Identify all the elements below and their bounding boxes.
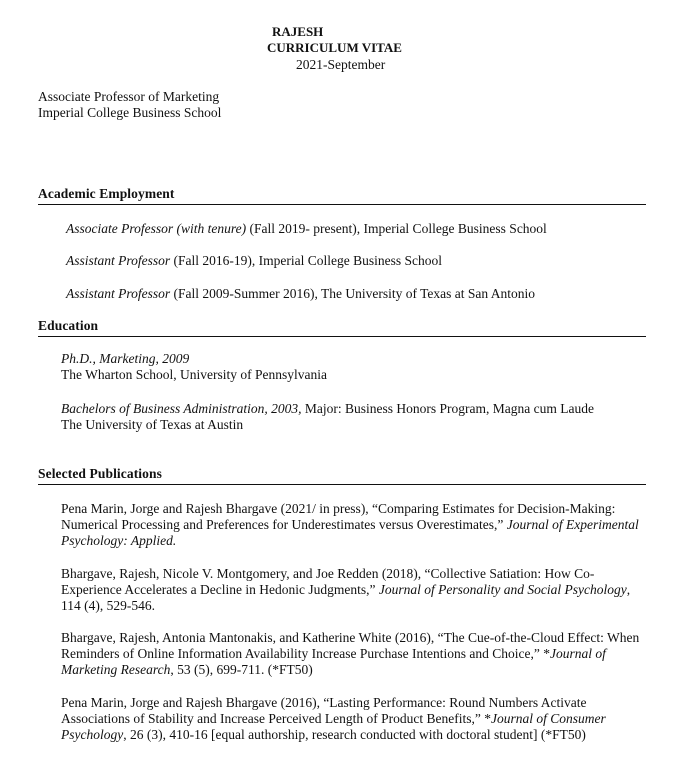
publication-entry <box>61 630 649 678</box>
degree-school: The University of Texas at Austin <box>61 417 244 432</box>
publication-entry <box>61 566 649 614</box>
publication-entry <box>61 695 649 743</box>
employment-detail: (Fall 2009-Summer 2016), The University of Texas at San Antonio <box>170 286 536 301</box>
section-heading-education: Education <box>38 318 646 337</box>
journal-name: Journal of Consumer Psychology <box>61 711 606 742</box>
publication-details: , 26 (3), 410-16 [equal authorship, research conducted with doctoral student] (*FT50) <box>123 727 586 742</box>
degree-extra: Major: Business Honors Program, Magna cum Laude <box>301 401 594 416</box>
education-entry <box>61 401 594 433</box>
publication-citation: Pena Marin, Jorge and Rajesh Bhargave (2016), “Lasting Performance: Round Numbers Activate Associations of Stability and Increase Perceived Length of Product Benefits,” * <box>61 695 587 726</box>
education-entry <box>61 351 327 383</box>
document-title: CURRICULUM VITAE <box>267 40 402 55</box>
employment-title: Assistant Professor <box>66 286 171 301</box>
section-heading-employment: Academic Employment <box>38 186 646 205</box>
journal-name: Journal of Marketing Research <box>61 646 606 677</box>
degree-school: The Wharton School, University of Pennsylvania <box>61 367 327 382</box>
employment-title: Assistant Professor <box>66 253 171 268</box>
publication-citation: Bhargave, Rajesh, Antonia Mantonakis, and Katherine White (2016), “The Cue-of-the-Cloud Effect: When Reminders of Online Information Availability Increase Purchase Intentions and Choice,” * <box>61 630 640 661</box>
publication-entry <box>61 501 649 549</box>
school-name: Imperial College Business School <box>38 105 222 120</box>
degree-title: Bachelors of Business Administration, 2003, <box>61 401 302 416</box>
author-name: RAJESH <box>272 24 324 39</box>
position-title: Associate Professor of Marketing <box>38 89 220 104</box>
employment-entry <box>66 221 547 237</box>
employment-detail: (Fall 2019- present), Imperial College Business School <box>246 221 547 236</box>
section-heading-publications: Selected Publications <box>38 466 646 485</box>
employment-entry <box>66 253 442 269</box>
publication-details: , 53 (5), 699-711. (*FT50) <box>170 662 313 677</box>
document-date: 2021-September <box>296 57 386 72</box>
publication-citation: Pena Marin, Jorge and Rajesh Bhargave (2021/ in press), “Comparing Estimates for Decision-Making: Numerical Processing and Preferences for Underestimates versus Overestimates,” <box>61 501 616 532</box>
degree-title: Ph.D., Marketing, 2009 <box>61 351 190 366</box>
employment-title: Associate Professor (with tenure) <box>66 221 247 236</box>
employment-detail: (Fall 2016-19), Imperial College Business School <box>170 253 442 268</box>
journal-name: Journal of Personality and Social Psychology <box>378 582 627 597</box>
employment-entry <box>66 286 535 302</box>
journal-name: Journal of Experimental Psychology: Applied. <box>61 517 639 548</box>
publication-citation: Bhargave, Rajesh, Nicole V. Montgomery, and Joe Redden (2018), “Collective Satiation: How Co-Experience Accelerates a Decline in Hedonic Judgments,” <box>61 566 595 597</box>
affiliation-block <box>38 89 221 121</box>
publication-details: , 114 (4), 529-546. <box>61 582 631 613</box>
